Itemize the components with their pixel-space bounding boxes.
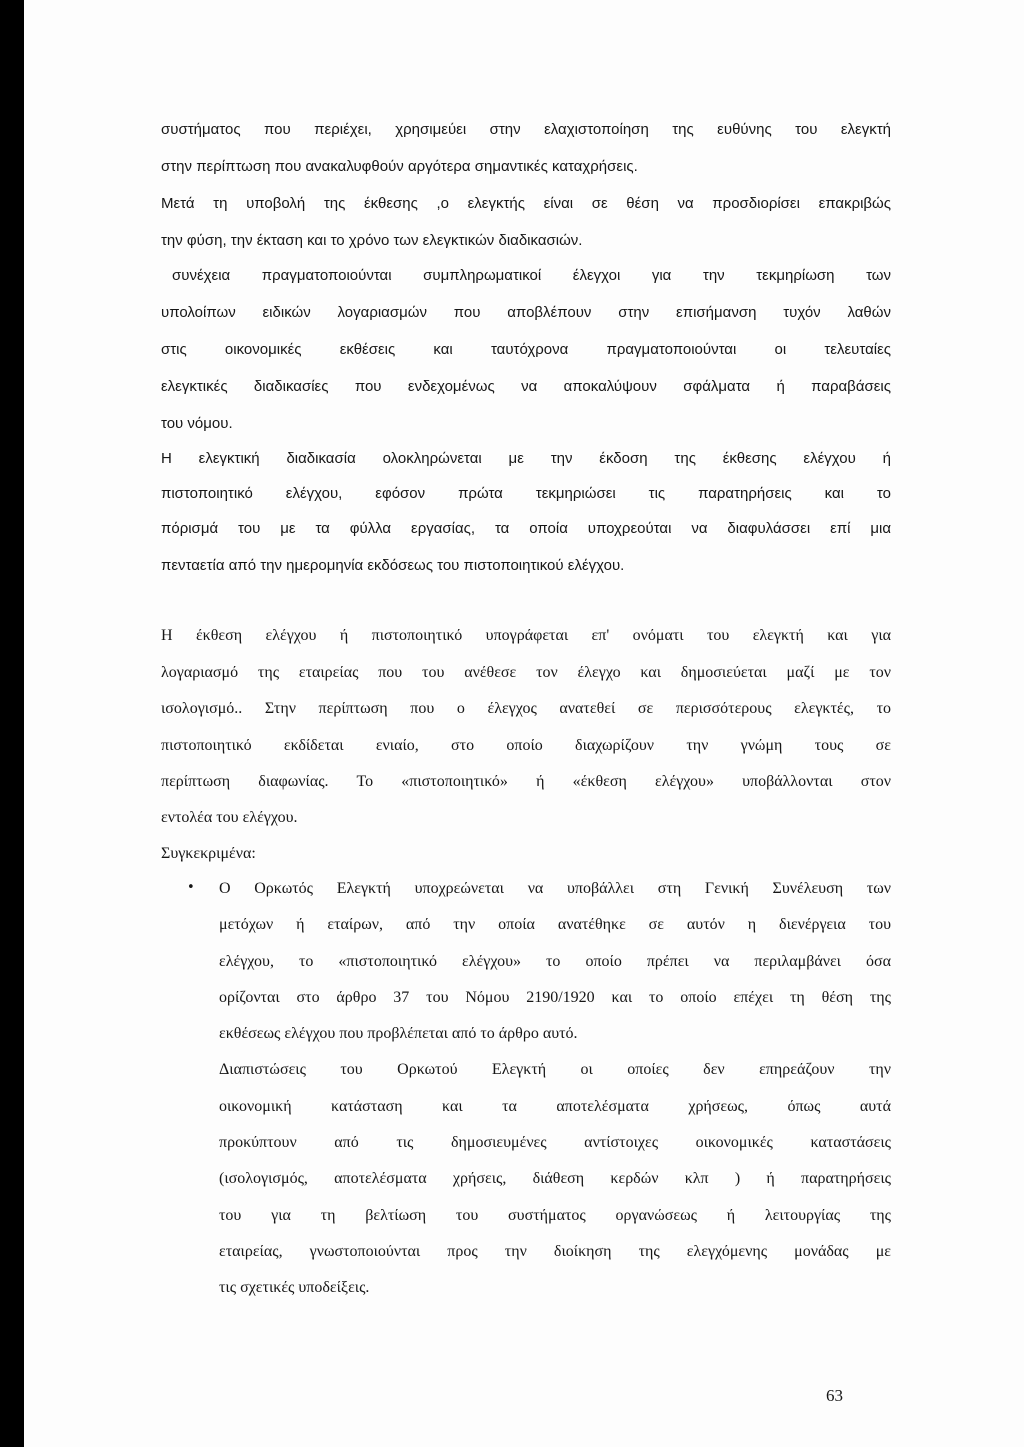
text-line-32: τις σχετικές υποδείξεις. [219,1279,370,1296]
text-line-11: πιστοποιητικό ελέγχου, εφόσον πρώτα τεκμηριώσει τις παρατηρήσεις και το [161,485,891,502]
text-line-5: συνέχεια πραγματοποιούνται συμπληρωματικοί έλεγχοι για την τεκμηρίωση των [172,267,891,284]
text-line-26: Διαπιστώσεις του Ορκωτού Ελεγκτή οι οποίες δεν επηρεάζουν την [219,1061,891,1078]
text-line-7: στις οικονομικές εκθέσεις και ταυτόχρονα πραγματοποιούνται οι τελευταίες [161,341,891,358]
text-line-1: συστήματος που περιέχει, χρησιμεύει στην ελαχιστοποίηση της ευθύνης του ελεγκτή [161,121,891,138]
text-line-14: Η έκθεση ελέγχου ή πιστοποιητικό υπογράφεται επ' ονόματι του ελεγκτή και για [161,627,891,644]
text-line-30: του για τη βελτίωση του συστήματος οργανώσεως ή λειτουργίας της [219,1207,891,1224]
text-line-4: την φύση, την έκταση και το χρόνο των ελεγκτικών διαδικασιών. [161,232,583,249]
bullet-marker: • [187,880,195,895]
text-line-19: εντολέα του ελέγχου. [161,809,298,826]
text-line-8: ελεγκτικές διαδικασίες που ενδεχομένως να αποκαλύψουν σφάλματα ή παραβάσεις [161,378,891,395]
text-line-3: Μετά τη υποβολή της έκθεσης ,ο ελεγκτής είναι σε θέση να προσδιορίσει επακριβώς [161,195,891,212]
text-line-23: ελέγχου, το «πιστοποιητικό ελέγχου» το οποίο πρέπει να περιλαμβάνει όσα [219,953,891,970]
text-line-15: λογαριασμό της εταιρείας που του ανέθεσε τον έλεγχο και δημοσιεύεται μαζί με τον [161,664,891,681]
text-line-21: Ο Ορκωτός Ελεγκτή υποχρεώνεται να υποβάλλει στη Γενική Συνέλευση των [219,880,891,897]
text-line-2: στην περίπτωση που ανακαλυφθούν αργότερα σημαντικές καταχρήσεις. [161,158,638,175]
text-line-18: περίπτωση διαφωνίας. Το «πιστοποιητικό» ή «έκθεση ελέγχου» υποβάλλονται στον [161,773,891,790]
text-line-25: εκθέσεως ελέγχου που προβλέπεται από το άρθρο αυτό. [219,1025,578,1042]
text-line-29: (ισολογισμός, αποτελέσματα χρήσεις, διάθεση κερδών κλπ ) ή παρατηρήσεις [219,1170,891,1187]
text-line-28: προκύπτουν από τις δημοσιευμένες αντίστοιχες οικονομικές καταστάσεις [219,1134,891,1151]
text-line-31: εταιρείας, γνωστοποιούνται προς την διοίκηση της ελεγχόμενης μονάδας με [219,1243,891,1260]
text-line-6: υπολοίπων ειδικών λογαριασμών που αποβλέπουν στην επισήμανση τυχόν λαθών [161,304,891,321]
text-line-17: πιστοποιητικό εκδίδεται ενιαίο, στο οποίο διαχωρίζουν την γνώμη τους σε [161,737,891,754]
text-line-22: μετόχων ή εταίρων, από την οποία ανατέθηκε σε αυτόν η διενέργεια του [219,916,891,933]
text-line-12: πόρισμά του με τα φύλλα εργασίας, τα οποία υποχρεούται να διαφυλάσσει επί μια [161,520,891,537]
text-line-10: Η ελεγκτική διαδικασία ολοκληρώνεται με την έκδοση της έκθεσης ελέγχου ή [161,450,891,467]
text-line-9: του νόμου. [161,415,233,432]
text-line-16: ισολογισμό.. Στην περίπτωση που ο έλεγχος ανατεθεί σε περισσότερους ελεγκτές, το [161,700,891,717]
text-line-24: ορίζονται στο άρθρο 37 του Νόμου 2190/1920 και το οποίο επέχει τη θέση της [219,989,891,1006]
page-number: 63 [826,1386,843,1405]
text-line-27: οικονομική κατάσταση και τα αποτελέσματα χρήσεως, όπως αυτά [219,1098,891,1115]
text-line-20: Συγκεκριμένα: [161,845,256,862]
text-line-13: πενταετία από την ημερομηνία εκδόσεως του πιστοποιητικού ελέγχου. [161,557,625,574]
paper-sheet [24,0,1024,1447]
